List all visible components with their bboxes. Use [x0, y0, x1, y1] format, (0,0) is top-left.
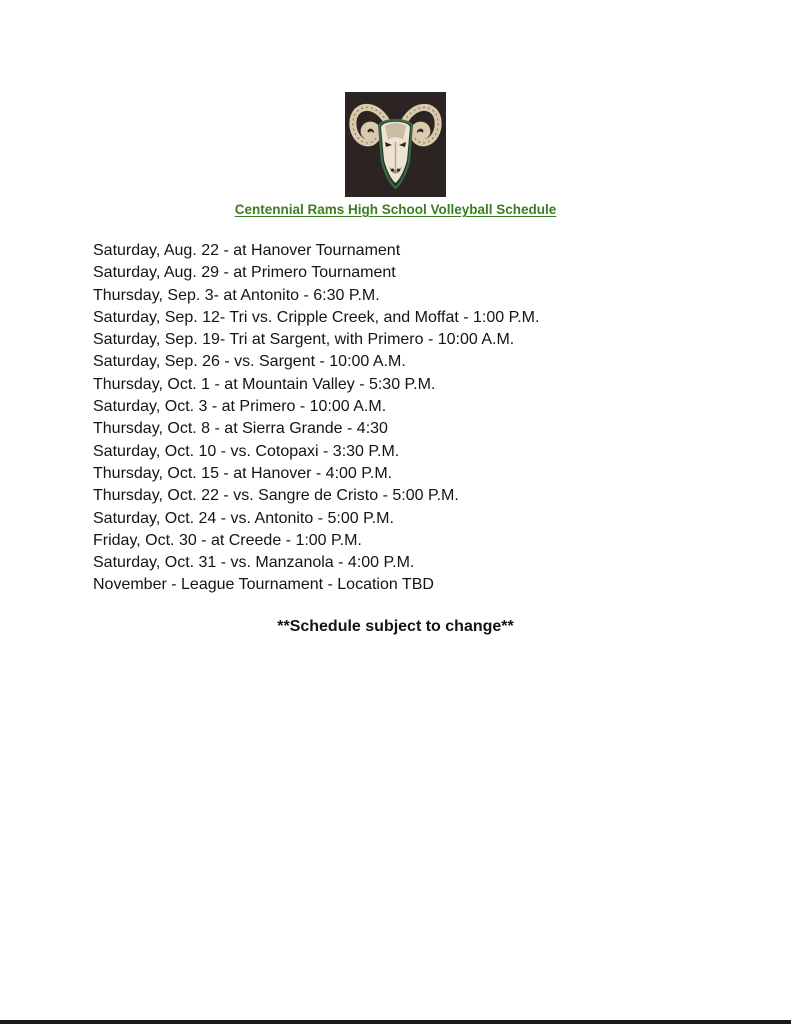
schedule-item: Saturday, Sep. 12- Tri vs. Cripple Creek, and Moffat - 1:00 P.M. [93, 308, 540, 326]
schedule-disclaimer: **Schedule subject to change** [277, 618, 514, 635]
schedule-item: Thursday, Oct. 15 - at Hanover - 4:00 P.M. [93, 464, 393, 482]
schedule-item: Saturday, Sep. 19- Tri at Sargent, with Primero - 10:00 A.M. [93, 331, 515, 349]
schedule-item: Thursday, Oct. 22 - vs. Sangre de Cristo - 5:00 P.M. [93, 487, 459, 505]
schedule-item: Saturday, Aug. 29 - at Primero Tournament [93, 264, 396, 282]
schedule-item: November - League Tournament - Location TBD [93, 576, 434, 594]
schedule-item: Saturday, Aug. 22 - at Hanover Tournament [93, 242, 401, 259]
schedule-item: Saturday, Oct. 3 - at Primero - 10:00 A.M. [93, 398, 387, 416]
schedule-item: Thursday, Oct. 8 - at Sierra Grande - 4:30 [93, 420, 388, 438]
schedule-item: Thursday, Sep. 3- at Antonito - 6:30 P.M. [93, 286, 380, 304]
schedule-item: Saturday, Oct. 10 - vs. Cotopaxi - 3:30 P.M. [93, 442, 400, 460]
schedule-item: Saturday, Oct. 24 - vs. Antonito - 5:00 P.M. [93, 509, 394, 527]
bottom-edge-bar [0, 1020, 791, 1024]
schedule-item: Thursday, Oct. 1 - at Mountain Valley - 5:30 P.M. [93, 375, 436, 393]
ram-head-logo-icon [345, 92, 446, 197]
schedule-item: Friday, Oct. 30 - at Creede - 1:00 P.M. [93, 531, 362, 549]
schedule-list [93, 240, 539, 597]
schedule-item: Saturday, Sep. 26 - vs. Sargent - 10:00 A.M. [93, 353, 406, 371]
schedule-title: Centennial Rams High School Volleyball Schedule [234, 202, 557, 217]
schedule-item: Saturday, Oct. 31 - vs. Manzanola - 4:00 P.M. [93, 554, 415, 572]
